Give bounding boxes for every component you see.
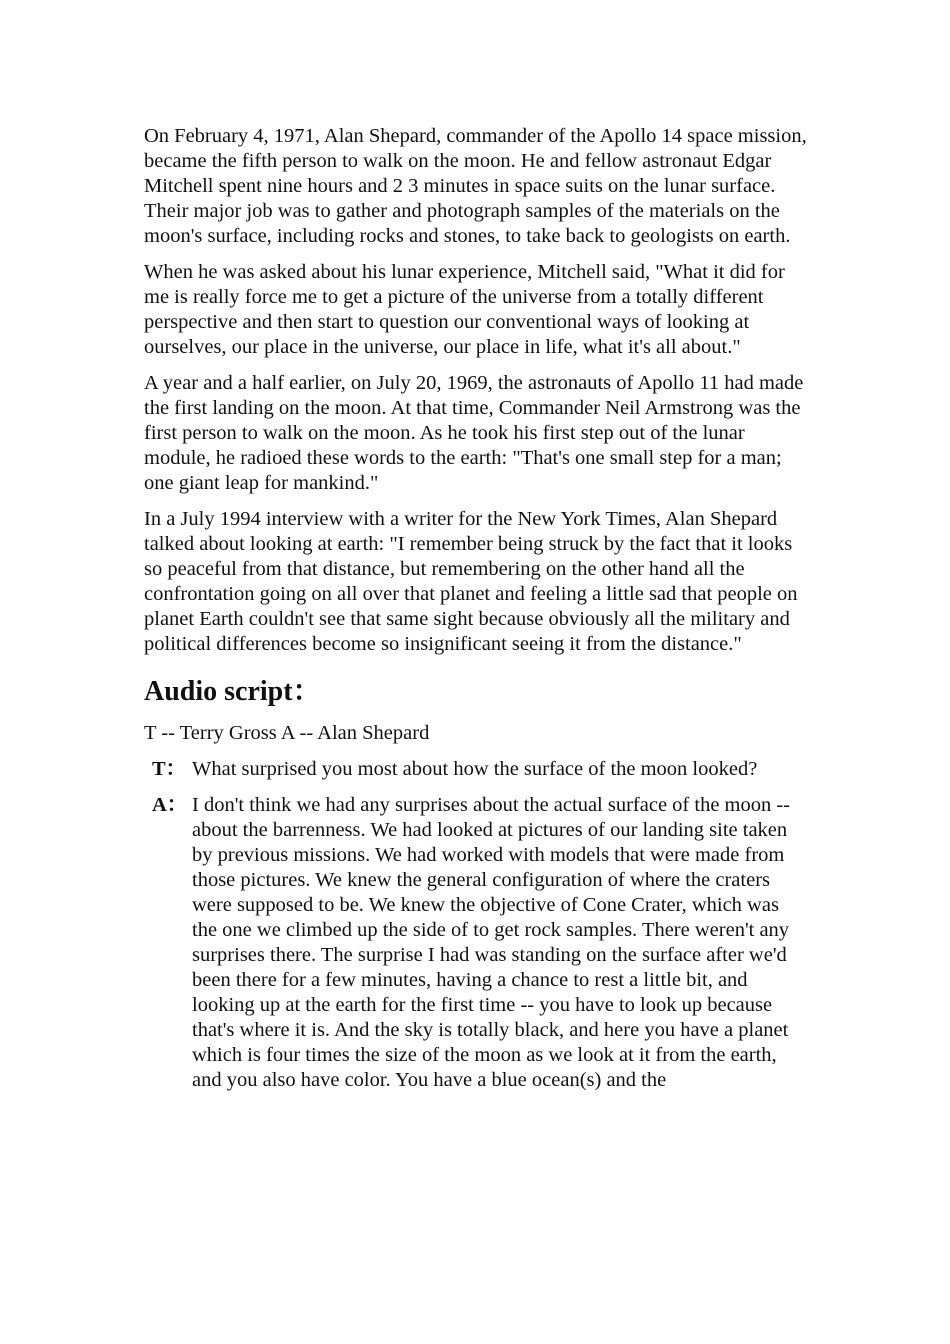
document-page [144,124,808,1104]
dialogue-text: What surprised you most about how the surface of the moon looked? [192,758,758,780]
dialogue-turn-t [144,757,808,782]
speaker-legend: T -- Terry Gross A -- Alan Shepard [144,722,430,744]
dialogue-turn-a [144,793,808,1093]
dialogue-text: I don't think we had any surprises about the actual surface of the moon -- about the barrenness. We had looked at pictures of our landing site taken by previous missions. We had worked with models that were made from those pictures. We knew the general configuration of where the craters were supposed to be. We knew the objective of Cone Crater, which was the one we climbed up the side of to get rock samples. There weren't any surprises there. The surprise I had was standing on the surface after we'd been there for a few minutes, having a chance to rest a little bit, and looking up at the earth for the first time -- you have to look up because that's where it is. And the sky is totally black, and here you have a planet which is four times the size of the moon as we look at it from the earth, and you also have color. You have a blue ocean(s) and the [192,794,791,1091]
intro-paragraph-1: On February 4, 1971, Alan Shepard, commander of the Apollo 14 space mission, became the fifth person to walk on the moon. He and fellow astronaut Edgar Mitchell spent nine hours and 2 3 minutes in space suits on the lunar surface. Their major job was to gather and photograph samples of the materials on the moon's surface, including rocks and stones, to take back to geologists on earth. [144,125,807,247]
audio-script-heading: Audio script： [144,676,321,707]
speaker-label: A： [152,794,188,816]
speaker-label: T： [152,758,187,780]
intro-paragraph-3: A year and a half earlier, on July 20, 1969, the astronauts of Apollo 11 had made the first landing on the moon. At that time, Commander Neil Armstrong was the first person to walk on the moon. As he took his first step out of the lunar module, he radioed these words to the earth: "That's one small step for a man; one giant leap for mankind." [144,372,804,494]
intro-paragraph-4: In a July 1994 interview with a writer for the New York Times, Alan Shepard talked about looking at earth: "I remember being struck by the fact that it looks so peaceful from that distance, but remembering on the other hand all the confrontation going on all over that planet and feeling a little sad that people on planet Earth couldn't see that same sight because obviously all the military and political differences become so insignificant seeing it from the distance." [144,508,798,655]
intro-paragraph-2: When he was asked about his lunar experience, Mitchell said, "What it did for me is really force me to get a picture of the universe from a totally different perspective and then start to question our conventional ways of looking at ourselves, our place in the universe, our place in life, what it's all about." [144,261,785,358]
